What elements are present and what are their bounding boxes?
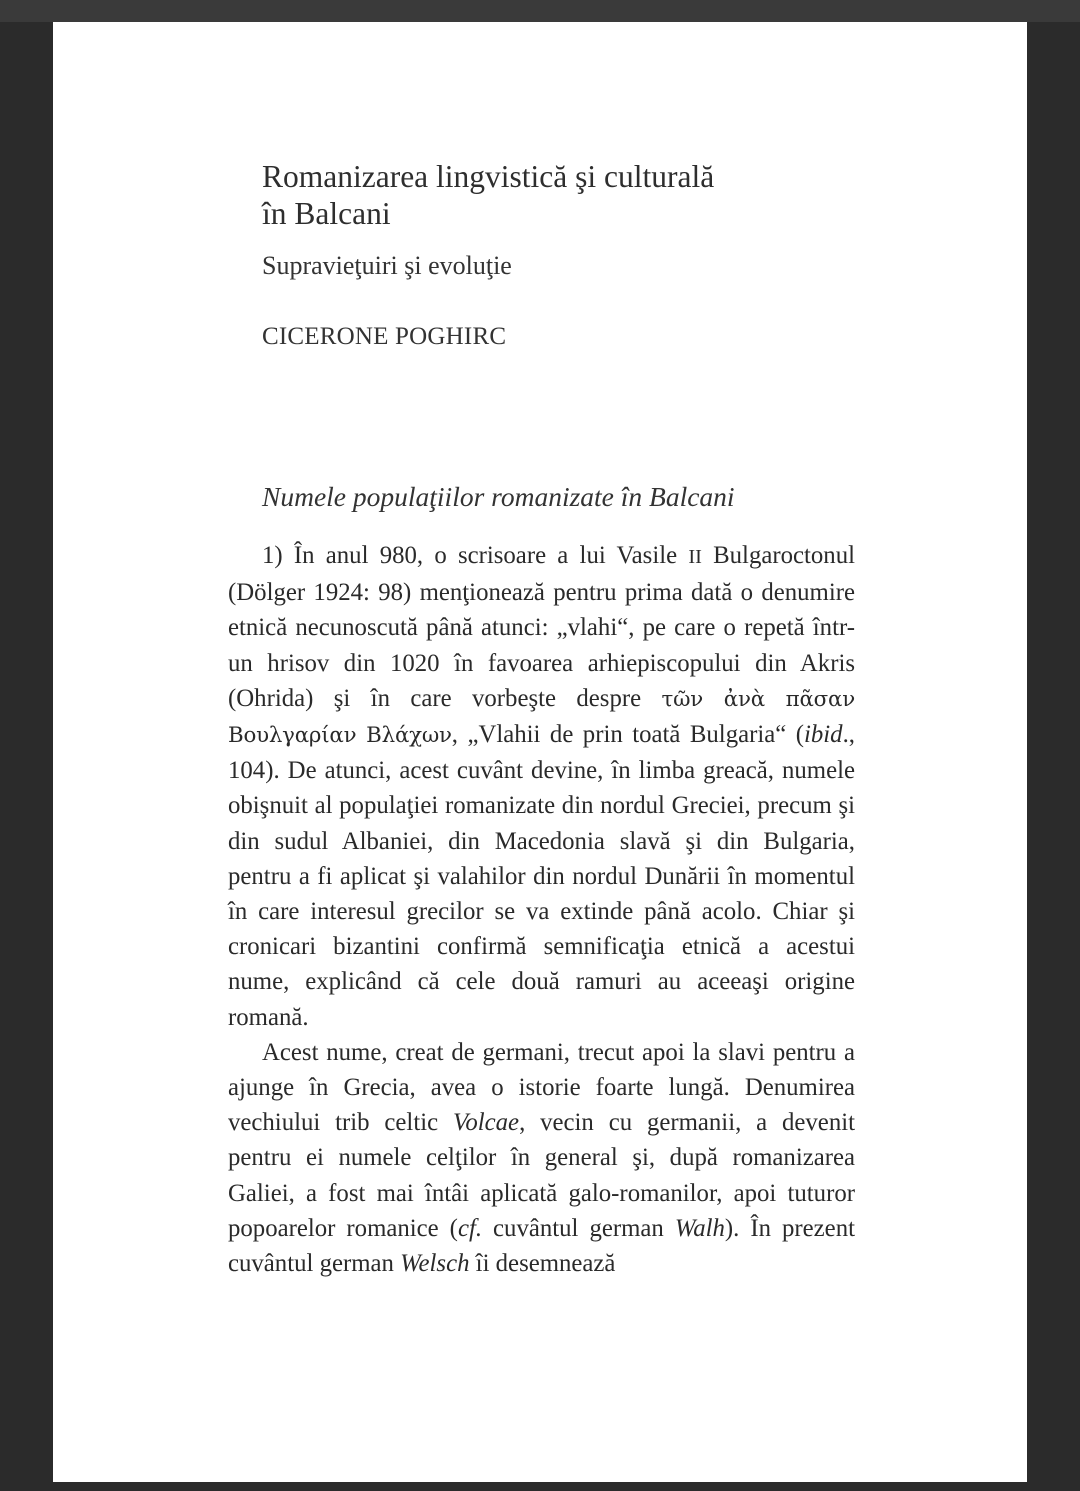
term-welsch: Welsch (400, 1250, 470, 1278)
chapter-title-line-2: în Balcani (262, 196, 391, 231)
paragraph-2-text-d: ). În prezent cuvântul german (228, 1214, 855, 1278)
ibid-reference: ibid (804, 721, 843, 749)
paragraph-1-text-a: 1) În anul 980, o scrisoare a lui Vasile (262, 542, 689, 569)
paragraph-1-text-d: ., 104). De atunci, acest cuvânt devine, în limba greacă, numele obişnuit al populaţiei romanizate din nordul Greciei, precum şi din sudul Albaniei, din Macedonia slavă şi din Bulgaria, pentru a fi aplicat şi valahilor din nordul Dunării în momentul în care interesul grecilor se va extinde până acolo. Chiar şi cronicari bizantini confirmă semnificaţia etnică a acestui nume, explicând că cele două ramuri au aceeaşi origine romană. (228, 721, 855, 1031)
greek-quote: τῶν ἀνὰ πᾶσαν Βουλγαρίαν Βλάχων (228, 686, 855, 749)
paragraph-2-text-a: Acest nume, creat de germani, trecut apoi la slavi pentru a ajunge în Grecia, avea o istorie foarte lungă. Denumirea vechiului trib celtic (228, 1038, 855, 1137)
term-walh: Walh (674, 1214, 725, 1242)
paragraph-2-text-e: îi desemnează (469, 1250, 616, 1278)
chapter-subtitle: Supravieţuiri şi evoluţie (262, 251, 512, 280)
paragraph-2 (228, 1035, 855, 1281)
chapter-title-line-1: Romanizarea lingvistică şi culturală (262, 159, 715, 194)
section-heading: Numele populaţiilor romanizate în Balcani (262, 481, 735, 512)
viewer-top-bar (0, 0, 1080, 22)
roman-numeral: II (688, 546, 702, 568)
document-page (53, 22, 1027, 1482)
paragraph-2-text-b: , vecin cu germanii, a devenit pentru ei numele celţilor în general şi, după romanizarea Galiei, a fost mai întâi aplicată galo-romanilor, apoi tuturor popoarelor romanice ( (228, 1109, 855, 1242)
term-volcae: Volcae (452, 1109, 520, 1137)
paragraph-2-text-c: cuvântul german (482, 1214, 675, 1242)
paragraph-1-text-b: Bulgaroctonul (Dölger 1924: 98) menţionează pentru prima dată o denumire etnică necunoscută până atunci: „vlahi“, pe care o repetă într-un hrisov din 1020 în favoarea arhiepiscopului din Akris (Ohrida) şi în care vorbeşte despre (228, 542, 855, 712)
cf-abbreviation: cf. (457, 1214, 483, 1242)
body-text (228, 538, 855, 1281)
chapter-title (262, 158, 714, 232)
paragraph-1-text-c: , „Vlahii de prin toată Bulgaria“ ( (451, 721, 804, 749)
paragraph-1 (228, 538, 855, 1035)
viewer-bottom-bar (0, 1482, 1080, 1491)
author-name: CICERONE POGHIRC (262, 323, 507, 350)
